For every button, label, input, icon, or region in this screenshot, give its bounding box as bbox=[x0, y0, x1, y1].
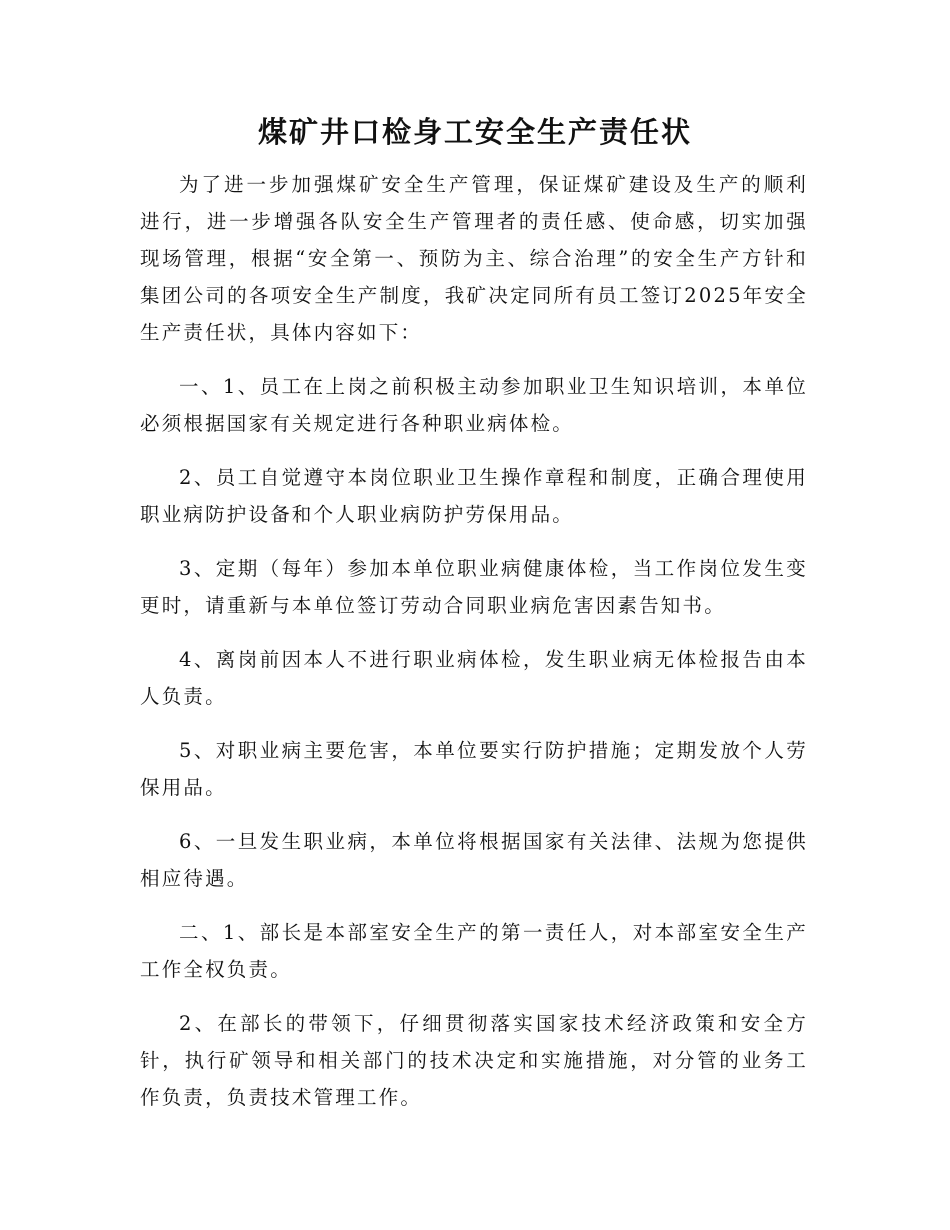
paragraph-item-1-4: 4、离岗前因本人不进行职业病体检，发生职业病无体检报告由本人负责。 bbox=[140, 648, 808, 708]
paragraph-item-2-2: 2、在部长的带领下，仔细贯彻落实国家技术经济政策和安全方针，执行矿领导和相关部门的技术决定和实施措施，对分管的业务工作负责，负责技术管理工作。 bbox=[140, 1012, 808, 1109]
paragraph-item-2-1: 二、1、部长是本部室安全生产的第一责任人，对本部室安全生产工作全权负责。 bbox=[140, 921, 808, 981]
document-title: 煤矿井口检身工安全生产责任状 bbox=[257, 115, 692, 149]
paragraph-item-1-2: 2、员工自觉遵守本岗位职业卫生操作章程和制度，正确合理使用职业病防护设备和个人职业病防护劳保用品。 bbox=[140, 466, 808, 526]
paragraph-item-1-1: 一、1、员工在上岗之前积极主动参加职业卫生知识培训，本单位必须根据国家有关规定进行各种职业病体检。 bbox=[140, 375, 808, 435]
paragraph-item-1-3: 3、定期（每年）参加本单位职业病健康体检，当工作岗位发生变更时，请重新与本单位签订劳动合同职业病危害因素告知书。 bbox=[140, 557, 808, 617]
paragraph-item-1-6: 6、一旦发生职业病，本单位将根据国家有关法律、法规为您提供相应待遇。 bbox=[140, 830, 808, 890]
paragraph-intro: 为了进一步加强煤矿安全生产管理，保证煤矿建设及生产的顺利进行，进一步增强各队安全生产管理者的责任感、使命感，切实加强现场管理，根据“安全第一、预防为主、综合治理”的安全生产方针和集团公司的各项安全生产制度，我矿决定同所有员工签订2025年安全生产责任状，具体内容如下： bbox=[140, 173, 808, 344]
paragraph-item-1-5: 5、对职业病主要危害，本单位要实行防护措施；定期发放个人劳保用品。 bbox=[140, 739, 808, 799]
document-body bbox=[140, 166, 808, 1133]
